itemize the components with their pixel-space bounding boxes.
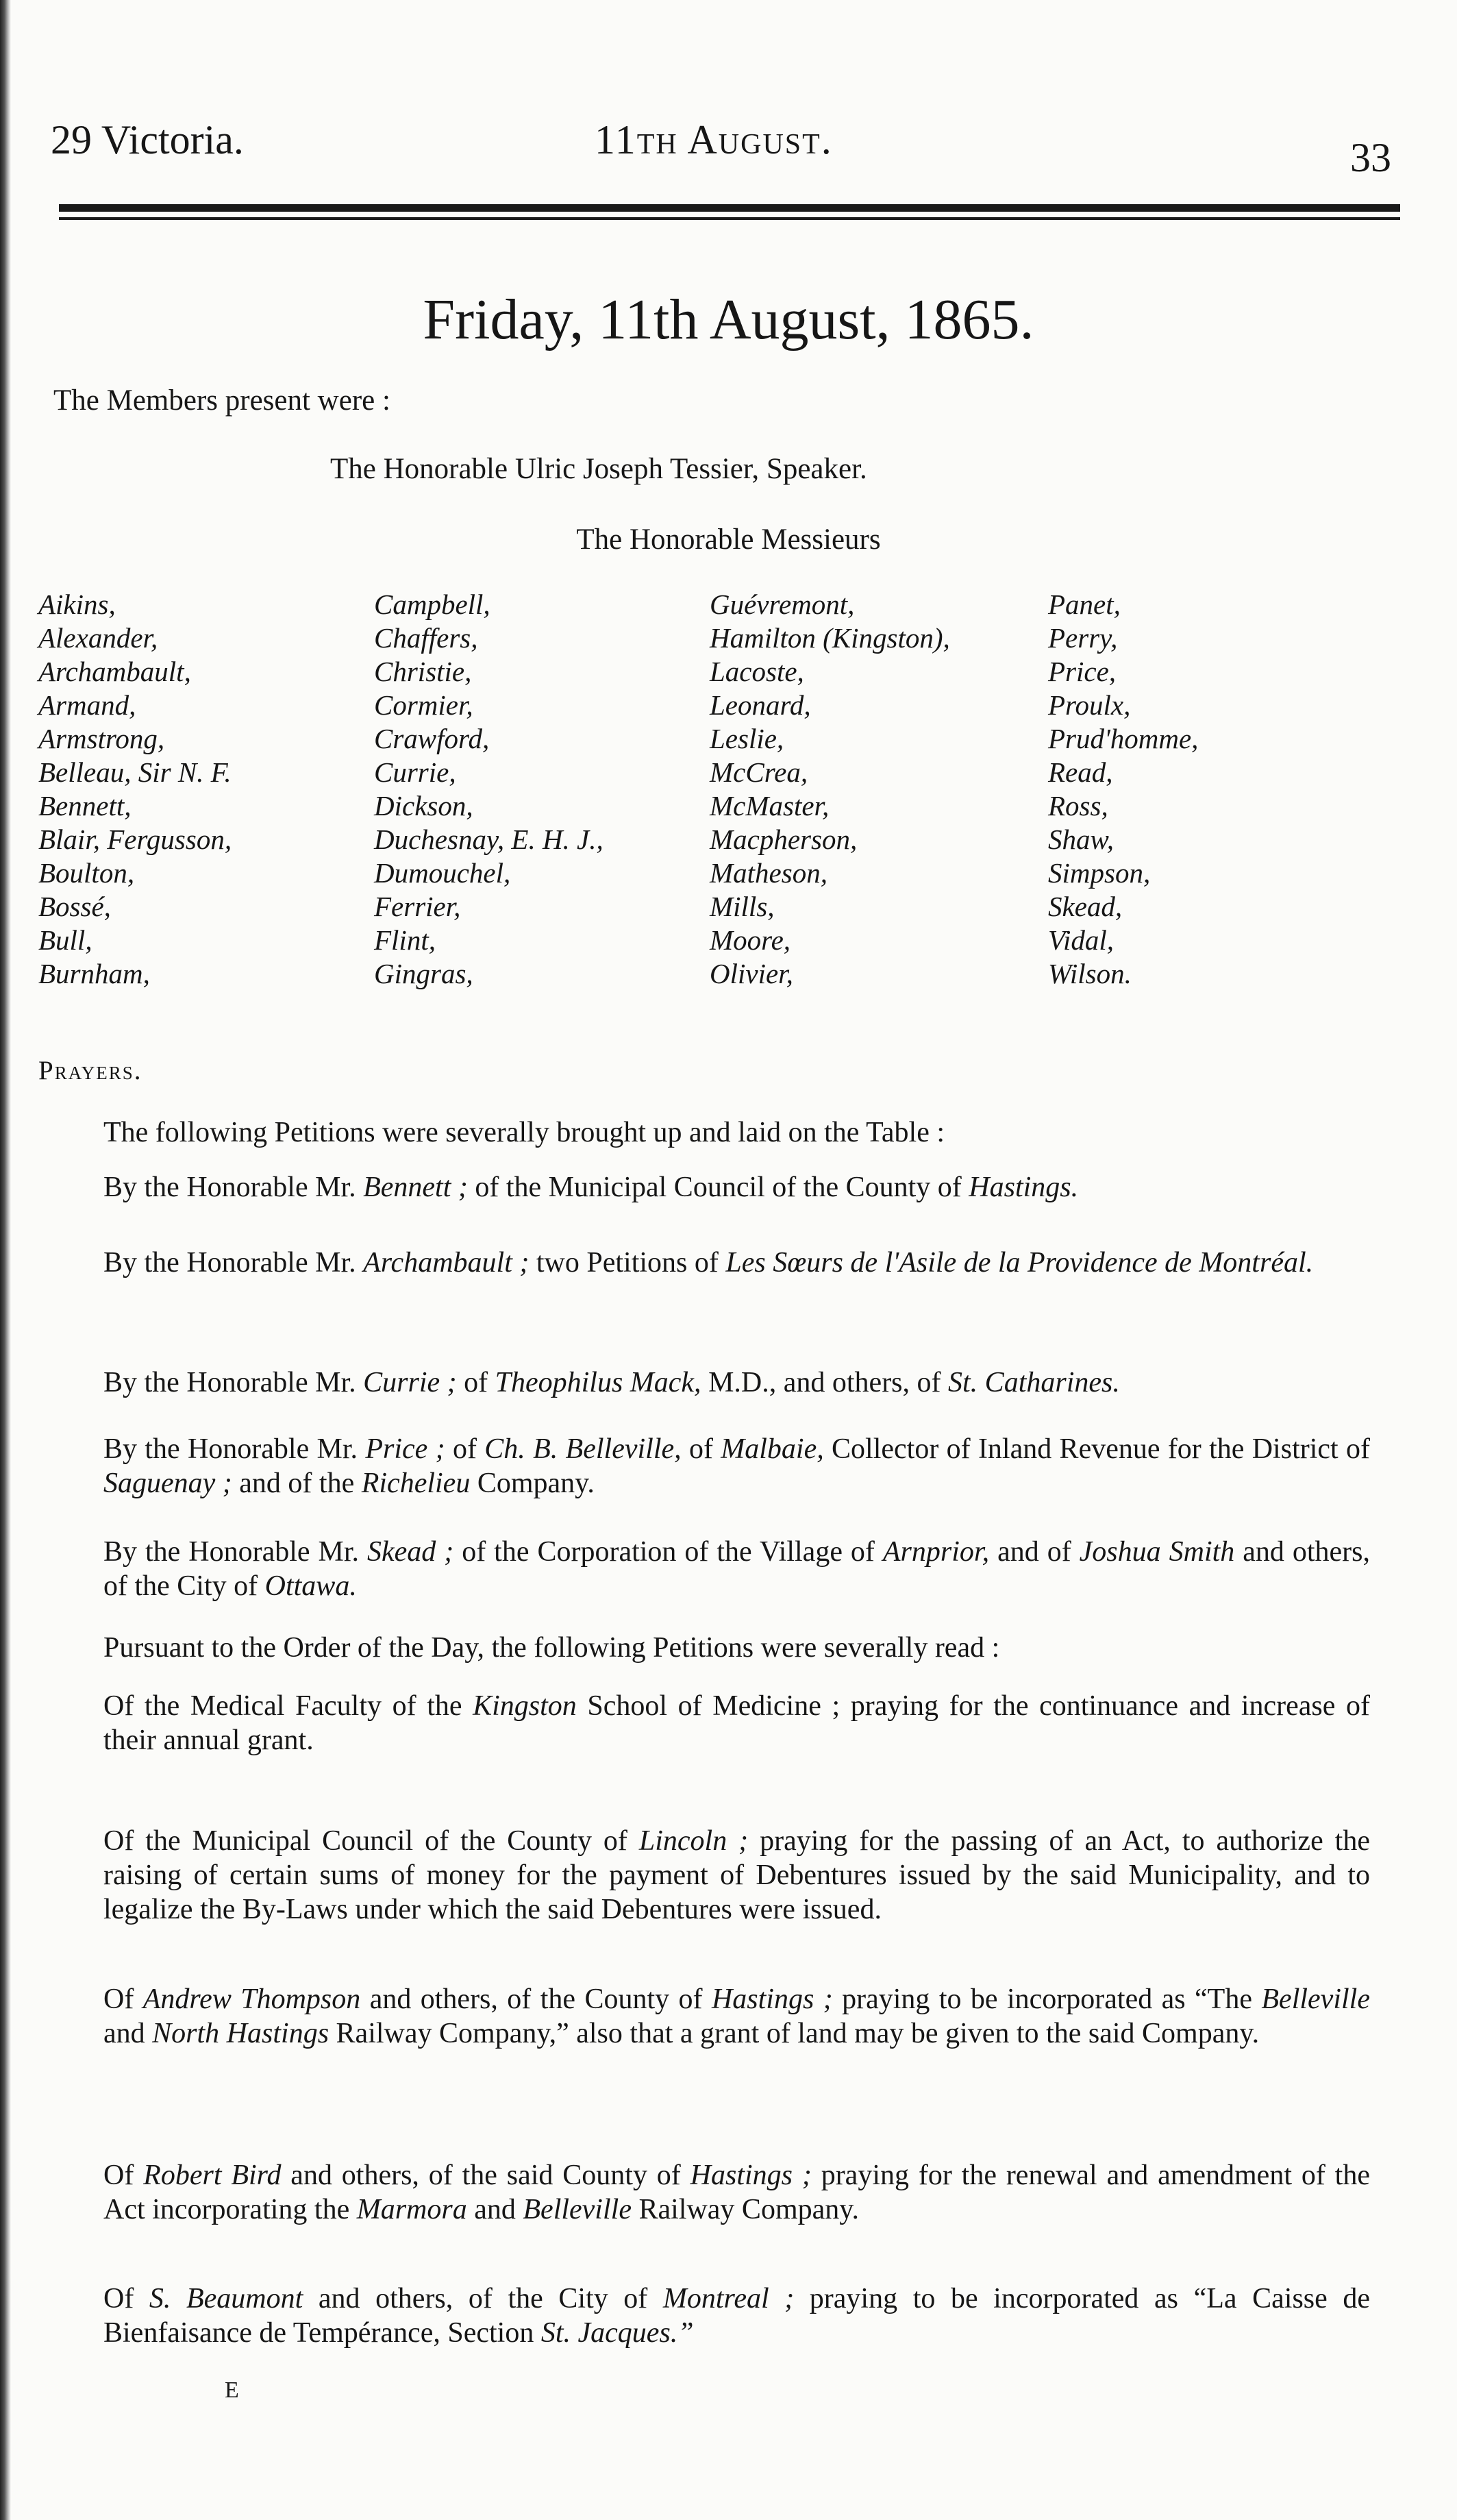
italic-segment: Ch. B. Belleville, xyxy=(484,1433,682,1465)
member-name: Leslie, xyxy=(710,723,784,754)
italic-segment: Joshua Smith xyxy=(1079,1536,1235,1568)
messieurs-heading: The Honorable Messieurs xyxy=(576,523,881,556)
text-segment: Railway Company,” also that a grant of land may be given to the said Company. xyxy=(329,2018,1260,2049)
member-name: Price, xyxy=(1048,656,1117,687)
text-segment: and others, of the County of xyxy=(360,1984,712,2015)
member-name: Bossé, xyxy=(38,891,111,922)
member-name: Bull, xyxy=(38,924,92,956)
member-name: Blair, Fergusson, xyxy=(38,824,232,855)
text-segment: By the Honorable Mr. xyxy=(103,1367,364,1398)
member-name: McCrea, xyxy=(710,756,808,788)
page-number: 33 xyxy=(1350,135,1391,180)
member-name: Chaffers, xyxy=(374,622,478,654)
italic-segment: Saguenay ; xyxy=(103,1468,232,1499)
text-segment: of the Corporation of the Village of xyxy=(453,1536,883,1568)
text-segment: M.D., and others, of xyxy=(701,1367,949,1398)
member-name: Cormier, xyxy=(374,689,473,721)
italic-segment: Andrew Thompson xyxy=(142,1984,361,2015)
member-name: Armand, xyxy=(38,689,136,721)
italic-segment: Currie ; xyxy=(363,1367,457,1398)
member-name: Boulton, xyxy=(38,857,135,889)
member-name: Olivier, xyxy=(710,958,793,989)
member-name: Crawford, xyxy=(374,723,490,754)
text-segment: of xyxy=(681,1433,721,1465)
italic-segment: Archambault ; xyxy=(363,1247,530,1278)
member-name: Shaw, xyxy=(1048,824,1114,855)
member-name: Guévremont, xyxy=(710,589,855,620)
text-segment: and of xyxy=(989,1536,1080,1568)
text-segment: and of the xyxy=(232,1468,362,1499)
text-segment: Company. xyxy=(470,1468,595,1499)
text-segment: Railway Company. xyxy=(631,2194,860,2225)
member-name: Ross, xyxy=(1048,790,1108,822)
text-segment: Of the Municipal Council of the County of xyxy=(103,1825,639,1857)
petition-read xyxy=(38,2158,1370,2227)
text-segment: of the Municipal Council of the County of xyxy=(467,1172,969,1203)
speaker-text: The Honorable Ulric Joseph Tessier, Speaker. xyxy=(330,453,867,485)
member-name: Leonard, xyxy=(710,689,811,721)
text-segment: Of xyxy=(103,2283,149,2314)
members-column-4 xyxy=(1048,588,1198,991)
member-name: Mills, xyxy=(710,891,775,922)
member-name: Armstrong, xyxy=(38,723,165,754)
text-segment: praying for the passing of an Act, to authorize the raising of certain sums of money for the payment of Debentures issued by the said Municipality, and to legalize the By-Laws under which the said Debentures were issued. xyxy=(103,1825,1370,1925)
italic-segment: Lincoln ; xyxy=(638,1825,749,1857)
text-segment: Of xyxy=(103,1984,143,2015)
text-segment: By the Honorable Mr. xyxy=(103,1536,367,1568)
petition-brought xyxy=(38,1366,1370,1400)
member-name: Wilson. xyxy=(1048,958,1132,989)
petition-read xyxy=(38,1689,1370,1757)
member-name: McMaster, xyxy=(710,790,830,822)
member-name: Currie, xyxy=(374,756,456,788)
member-name: Matheson, xyxy=(710,857,827,889)
member-name: Campbell, xyxy=(374,589,490,620)
italic-segment: Belleville xyxy=(523,2194,632,2225)
member-name: Lacoste, xyxy=(710,656,804,687)
italic-segment: St. Catharines. xyxy=(948,1367,1120,1398)
members-intro: The Members present were : xyxy=(53,384,390,417)
text-segment: praying to be incorporated as “The xyxy=(832,1984,1262,2015)
italic-segment: Hastings. xyxy=(969,1172,1079,1203)
italic-segment: Marmora xyxy=(356,2194,467,2225)
petition-read xyxy=(38,1824,1370,1927)
italic-segment: Theophilus Mack, xyxy=(495,1367,701,1398)
member-name: Archambault, xyxy=(38,656,191,687)
italic-segment: Hastings ; xyxy=(711,1984,833,2015)
member-name: Dumouchel, xyxy=(374,857,511,889)
text-segment: of xyxy=(456,1367,495,1398)
text-segment: School of Medicine ; praying for the continuance and increase of their annual grant. xyxy=(103,1690,1370,1756)
text-segment: and xyxy=(466,2194,523,2225)
member-name: Macpherson, xyxy=(710,824,858,855)
text-segment: two Petitions of xyxy=(529,1247,726,1278)
member-name: Dickson, xyxy=(374,790,473,822)
member-name: Belleau, Sir N. F. xyxy=(38,756,232,788)
petition-brought xyxy=(38,1246,1370,1280)
members-column-2 xyxy=(374,588,603,991)
member-name: Proulx, xyxy=(1048,689,1131,721)
text-segment: praying for the renewal and amendment of the Act incorporating the xyxy=(103,2160,1370,2225)
text-segment: Of the Medical Faculty of the xyxy=(103,1690,473,1722)
text-segment: By the Honorable Mr. xyxy=(103,1247,364,1278)
petition-read xyxy=(38,2282,1370,2350)
member-name: Skead, xyxy=(1048,891,1123,922)
prayers-heading: Prayers. xyxy=(38,1056,142,1085)
member-name: Bennett, xyxy=(38,790,132,822)
text-segment: praying to be incorporated as “La Caisse de Bienfaisance de Tempérance, Section xyxy=(103,2283,1371,2349)
member-name: Gingras, xyxy=(374,958,473,989)
italic-segment: Price ; xyxy=(365,1433,445,1465)
text-segment: Of xyxy=(103,2160,144,2191)
member-name: Ferrier, xyxy=(374,891,461,922)
italic-segment: St. Jacques.” xyxy=(540,2317,694,2349)
page-title: Friday, 11th August, 1865. xyxy=(423,288,1034,351)
text-segment: Collector of Inland Revenue for the District of xyxy=(823,1433,1371,1465)
italic-segment: Belleville xyxy=(1261,1984,1370,2015)
italic-segment: Robert Bird xyxy=(143,2160,282,2191)
italic-segment: Malbaie, xyxy=(721,1433,824,1465)
italic-segment: Montreal ; xyxy=(662,2283,795,2314)
italic-segment: Richelieu xyxy=(361,1468,471,1499)
member-name: Flint, xyxy=(374,924,436,956)
text-segment: and others, of the said County of xyxy=(281,2160,690,2191)
italic-segment: Skead ; xyxy=(367,1536,454,1568)
running-head-left: 29 Victoria. xyxy=(51,117,244,162)
member-name: Christie, xyxy=(374,656,472,687)
running-head-center: 11th August. xyxy=(595,117,833,162)
signature-mark: E xyxy=(225,2377,239,2403)
petition-brought xyxy=(38,1432,1370,1500)
member-name: Hamilton (Kingston), xyxy=(710,622,950,654)
italic-segment: Bennett ; xyxy=(363,1172,468,1203)
members-column-3 xyxy=(710,588,950,991)
italic-segment: Hastings ; xyxy=(690,2160,812,2191)
text-segment: and xyxy=(103,2018,153,2049)
members-column-1 xyxy=(38,588,232,991)
member-name: Vidal, xyxy=(1048,924,1114,956)
member-name: Perry, xyxy=(1048,622,1118,654)
italic-segment: Ottawa. xyxy=(264,1570,357,1602)
italic-segment: North Hastings xyxy=(152,2018,329,2049)
italic-segment: Les Sœurs de l'Asile de la Providence de Montréal. xyxy=(725,1247,1314,1278)
petitions-intro: The following Petitions were severally brought up and laid on the Table : xyxy=(103,1117,945,1148)
text-segment: and others, of the City of xyxy=(303,2283,663,2314)
header-rule-thin xyxy=(59,217,1400,220)
text-segment: By the Honorable Mr. xyxy=(103,1172,364,1203)
speaker-line xyxy=(330,452,867,486)
order-intro: Pursuant to the Order of the Day, the following Petitions were severally read : xyxy=(103,1632,1000,1664)
text-segment: By the Honorable Mr. xyxy=(103,1433,366,1465)
member-name: Alexander, xyxy=(38,622,158,654)
header-rule-thick xyxy=(59,204,1400,212)
member-name: Prud'homme, xyxy=(1048,723,1199,754)
member-name: Aikins, xyxy=(38,589,116,620)
member-name: Duchesnay, E. H. J., xyxy=(374,824,603,855)
member-name: Moore, xyxy=(710,924,791,956)
petition-read xyxy=(38,1982,1370,2051)
text-segment: and others, of the City of xyxy=(103,1536,1371,1602)
italic-segment: S. Beaumont xyxy=(149,2283,303,2314)
italic-segment: Arnprior, xyxy=(882,1536,990,1568)
member-name: Read, xyxy=(1048,756,1113,788)
member-name: Panet, xyxy=(1048,589,1121,620)
binding-edge xyxy=(0,0,11,2520)
petition-brought xyxy=(38,1535,1370,1603)
italic-segment: Kingston xyxy=(473,1690,577,1722)
member-name: Simpson, xyxy=(1048,857,1151,889)
petition-brought xyxy=(38,1170,1370,1205)
text-segment: of xyxy=(445,1433,485,1465)
member-name: Burnham, xyxy=(38,958,150,989)
